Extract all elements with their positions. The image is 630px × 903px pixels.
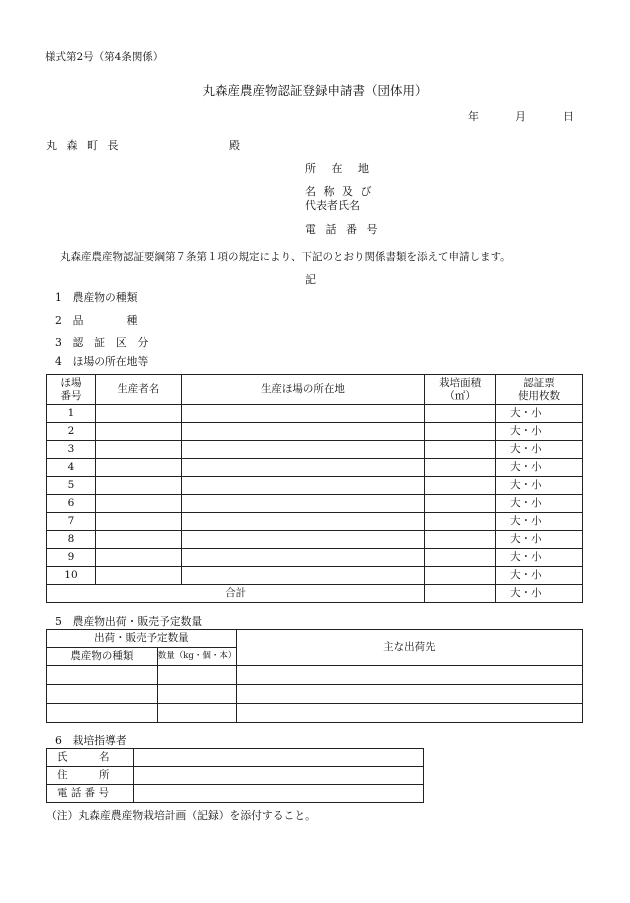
- table-row: [47, 513, 583, 531]
- table-row: [47, 666, 583, 685]
- producer-cell[interactable]: [95, 513, 181, 531]
- table-row: [47, 459, 583, 477]
- instructor-phone-field[interactable]: [133, 785, 423, 803]
- row-number: 8: [47, 531, 96, 549]
- table-row: [47, 423, 583, 441]
- addressee: 丸 森 町 長: [46, 139, 122, 152]
- shipment-dest-cell[interactable]: [236, 685, 582, 704]
- instructor-name-row: [47, 749, 424, 767]
- header-field-number: [47, 375, 96, 405]
- total-cert-cell[interactable]: 大・小: [496, 585, 583, 603]
- shipment-type-cell[interactable]: [47, 666, 158, 685]
- page-title: 丸森産農産物認証登録申請書（団体用）: [202, 83, 428, 98]
- instructor-name-label: 氏 名: [47, 749, 134, 767]
- total-area-cell[interactable]: [425, 585, 496, 603]
- table-row: [47, 685, 583, 704]
- location-cell[interactable]: [181, 513, 424, 531]
- applicant-name-label-line1: 名 称 及 び: [305, 185, 374, 198]
- instructor-phone-row: [47, 785, 424, 803]
- applicant-address-label: 所 在 地: [305, 162, 375, 175]
- producer-cell[interactable]: [95, 495, 181, 513]
- header-cultivation-area: [425, 375, 496, 405]
- date-month-label: 月: [515, 110, 526, 123]
- table-row: [47, 531, 583, 549]
- date-day-label: 日: [563, 110, 574, 123]
- table-row: [47, 549, 583, 567]
- instructor-address-field[interactable]: [133, 767, 423, 785]
- area-cell[interactable]: [425, 477, 496, 495]
- shipment-qty-header: 数量（kg・個・本）: [157, 648, 236, 666]
- cert-size-cell[interactable]: 大・小: [496, 459, 583, 477]
- location-cell[interactable]: [181, 441, 424, 459]
- location-cell[interactable]: [181, 459, 424, 477]
- table-row: [47, 477, 583, 495]
- row-number: 7: [47, 513, 96, 531]
- header-area-line1: 栽培面積: [439, 376, 482, 389]
- item-instructor: 6 栽培指導者: [55, 734, 127, 747]
- cert-size-cell[interactable]: 大・小: [496, 477, 583, 495]
- field-table: [46, 374, 583, 603]
- ki-heading: 記: [305, 273, 316, 286]
- row-number: 4: [47, 459, 96, 477]
- shipment-qty-cell[interactable]: [157, 685, 236, 704]
- shipment-header-row: [47, 630, 583, 648]
- cert-size-cell[interactable]: 大・小: [496, 495, 583, 513]
- area-cell[interactable]: [425, 513, 496, 531]
- total-label: 合計: [47, 585, 425, 603]
- applicant-phone-label: 電 話 番 号: [305, 223, 381, 236]
- location-cell[interactable]: [181, 477, 424, 495]
- row-number: 2: [47, 423, 96, 441]
- row-number: 5: [47, 477, 96, 495]
- header-field-number-line1: ほ場: [60, 376, 82, 389]
- location-cell[interactable]: [181, 423, 424, 441]
- shipment-qty-cell[interactable]: [157, 666, 236, 685]
- location-cell[interactable]: [181, 405, 424, 423]
- producer-cell[interactable]: [95, 549, 181, 567]
- area-cell[interactable]: [425, 495, 496, 513]
- application-statement: 丸森産農産物認証要綱第７条第１項の規定により、下記のとおり関係書類を添えて申請します。: [60, 251, 511, 263]
- date-year-label: 年: [468, 110, 479, 123]
- area-cell[interactable]: [425, 405, 496, 423]
- area-cell[interactable]: [425, 459, 496, 477]
- cert-size-cell[interactable]: 大・小: [496, 549, 583, 567]
- producer-cell[interactable]: [95, 405, 181, 423]
- instructor-address-row: [47, 767, 424, 785]
- form-number: 様式第2号（第4条関係）: [45, 51, 164, 63]
- cert-size-cell[interactable]: 大・小: [496, 567, 583, 585]
- area-cell[interactable]: [425, 423, 496, 441]
- cert-size-cell[interactable]: 大・小: [496, 405, 583, 423]
- shipment-destination-header: 主な出荷先: [236, 630, 582, 666]
- area-cell[interactable]: [425, 531, 496, 549]
- header-cert-line1: 認証票: [523, 376, 555, 389]
- header-producer-name: 生産者名: [95, 375, 181, 405]
- item-crop-type: 1 農産物の種類: [55, 291, 138, 304]
- table-row: [47, 405, 583, 423]
- header-field-number-line2: 番号: [60, 389, 82, 402]
- row-number: 9: [47, 549, 96, 567]
- row-number: 10: [47, 567, 96, 585]
- producer-cell[interactable]: [95, 531, 181, 549]
- area-cell[interactable]: [425, 567, 496, 585]
- shipment-type-cell[interactable]: [47, 704, 158, 723]
- row-number: 6: [47, 495, 96, 513]
- shipment-dest-cell[interactable]: [236, 666, 582, 685]
- row-number: 1: [47, 405, 96, 423]
- location-cell[interactable]: [181, 495, 424, 513]
- cert-size-cell[interactable]: 大・小: [496, 441, 583, 459]
- table-row: [47, 704, 583, 723]
- producer-cell[interactable]: [95, 477, 181, 495]
- location-cell[interactable]: [181, 549, 424, 567]
- table-row: [47, 495, 583, 513]
- producer-cell[interactable]: [95, 567, 181, 585]
- instructor-name-field[interactable]: [133, 749, 423, 767]
- location-cell[interactable]: [181, 567, 424, 585]
- producer-cell[interactable]: [95, 423, 181, 441]
- table-row: [47, 567, 583, 585]
- producer-cell[interactable]: [95, 441, 181, 459]
- location-cell[interactable]: [181, 531, 424, 549]
- instructor-phone-label: 電 話 番 号: [47, 785, 134, 803]
- shipment-type-header: 農産物の種類: [47, 648, 158, 666]
- field-table-header: [47, 375, 583, 405]
- area-cell[interactable]: [425, 549, 496, 567]
- instructor-address-label: 住 所: [47, 767, 134, 785]
- attachment-note: （注）丸森産農産物栽培計画（記録）を添付すること。: [46, 809, 316, 822]
- addressee-honorific: 殿: [229, 139, 240, 152]
- item-cert-category: 3 認 証 区 分: [55, 336, 149, 349]
- item-field-location: 4 ほ場の所在地等: [55, 355, 149, 368]
- table-row: [47, 441, 583, 459]
- cert-size-cell[interactable]: 大・小: [496, 423, 583, 441]
- header-area-line2: （㎡）: [444, 389, 476, 402]
- total-row: [47, 585, 583, 603]
- cert-size-cell[interactable]: 大・小: [496, 531, 583, 549]
- instructor-table: [46, 748, 424, 803]
- item-shipment-quantity: 5 農産物出荷・販売予定数量: [55, 615, 203, 628]
- header-cert-line2: 使用枚数: [518, 389, 561, 402]
- shipment-table: [46, 629, 583, 723]
- shipment-qty-cell[interactable]: [157, 704, 236, 723]
- header-cert-count: [496, 375, 583, 405]
- area-cell[interactable]: [425, 441, 496, 459]
- producer-cell[interactable]: [95, 459, 181, 477]
- row-number: 3: [47, 441, 96, 459]
- item-variety: 2 品 種: [55, 314, 138, 327]
- cert-size-cell[interactable]: 大・小: [496, 513, 583, 531]
- shipment-dest-cell[interactable]: [236, 704, 582, 723]
- shipment-group-header: 出荷・販売予定数量: [47, 630, 237, 648]
- applicant-name-label-line2: 代表者氏名: [305, 199, 360, 212]
- header-field-location: 生産ほ場の所在地: [181, 375, 424, 405]
- shipment-type-cell[interactable]: [47, 685, 158, 704]
